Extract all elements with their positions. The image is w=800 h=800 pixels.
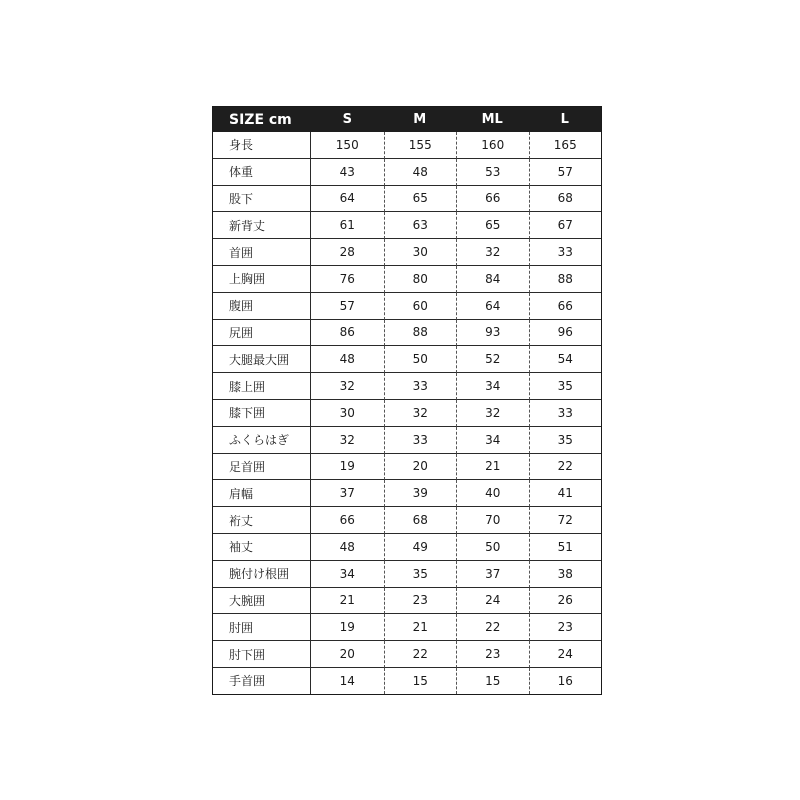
value-cell-l: 72 — [529, 507, 602, 534]
value-cell-ml: 84 — [456, 266, 529, 293]
value-cell-ml: 32 — [456, 400, 529, 427]
value-cell-ml: 22 — [456, 614, 529, 641]
row-label: 肩幅 — [213, 480, 311, 507]
value-cell-ml: 24 — [456, 588, 529, 615]
table-row — [213, 668, 601, 694]
value-cell-s: 43 — [311, 159, 384, 186]
size-chart-body — [213, 132, 601, 694]
row-label: 身長 — [213, 132, 311, 159]
header-size-ml: ML — [456, 107, 529, 132]
table-row — [213, 507, 601, 534]
value-cell-l: 41 — [529, 480, 602, 507]
value-cell-s: 37 — [311, 480, 384, 507]
row-label: 股下 — [213, 186, 311, 213]
value-cell-ml: 40 — [456, 480, 529, 507]
row-label: 袖丈 — [213, 534, 311, 561]
value-cell-s: 14 — [339, 673, 355, 688]
row-label: 膝上囲 — [213, 373, 311, 400]
header-row — [213, 107, 601, 132]
table-row — [213, 293, 601, 320]
value-cell-ml: 66 — [456, 186, 529, 213]
value-cell-l: 57 — [529, 159, 602, 186]
value-cell-m: 49 — [384, 534, 457, 561]
table-row — [213, 132, 601, 159]
value-cell-m: 65 — [384, 186, 457, 213]
value-cell-ml: 21 — [456, 454, 529, 481]
value-cell-m: 33 — [384, 427, 457, 454]
value-cell-m: 30 — [384, 239, 457, 266]
value-cell-m: 60 — [384, 293, 457, 320]
row-label: 尻囲 — [213, 320, 311, 347]
value-cell-l: 88 — [529, 266, 602, 293]
value-cell-l: 68 — [529, 186, 602, 213]
value-cell-s: 19 — [311, 614, 384, 641]
table-row — [213, 561, 601, 588]
value-cell-s: 61 — [311, 212, 384, 239]
table-row — [213, 159, 601, 186]
table-row — [213, 320, 601, 347]
value-cell-l: 16 — [529, 668, 602, 694]
value-cell-m: 15 — [384, 668, 457, 694]
value-cell-s: 28 — [311, 239, 384, 266]
value-cell-m: 63 — [384, 212, 457, 239]
value-cell-s: 57 — [311, 293, 384, 320]
row-label: 腕付け根囲 — [213, 561, 311, 588]
value-cell-m: 39 — [384, 480, 457, 507]
value-cell-l: 33 — [529, 239, 602, 266]
row-label: 首囲 — [213, 239, 311, 266]
row-label: 裄丈 — [213, 507, 311, 534]
value-cell-s: 48 — [311, 346, 384, 373]
value-cell-ml: 64 — [456, 293, 529, 320]
value-cell-s: 66 — [311, 507, 384, 534]
row-label: 膝下囲 — [213, 400, 311, 427]
value-cell-s: 21 — [311, 588, 384, 615]
value-cell-l: 35 — [529, 373, 602, 400]
value-cell-l: 54 — [529, 346, 602, 373]
row-label: 肘下囲 — [213, 641, 311, 668]
value-cell-l: 26 — [529, 588, 602, 615]
table-row — [213, 427, 601, 454]
value-cell-m: 20 — [384, 454, 457, 481]
value-cell-ml: 53 — [456, 159, 529, 186]
table-row — [213, 614, 601, 641]
value-cell-l: 35 — [529, 427, 602, 454]
row-label: 大腿最大囲 — [213, 346, 311, 373]
table-row — [213, 346, 601, 373]
value-cell-m: 33 — [384, 373, 457, 400]
value-cell-l: 66 — [529, 293, 602, 320]
value-cell-ml: 160 — [456, 132, 529, 159]
table-row — [213, 400, 601, 427]
value-cell-s: 64 — [311, 186, 384, 213]
value-cell-s: 34 — [311, 561, 384, 588]
value-cell-m: 80 — [384, 266, 457, 293]
value-cell-ml: 52 — [456, 346, 529, 373]
value-cell-s: 30 — [311, 400, 384, 427]
table-row — [213, 588, 601, 615]
value-cell-l: 67 — [529, 212, 602, 239]
value-cell-m: 88 — [384, 320, 457, 347]
value-cell-ml: 15 — [456, 668, 529, 694]
row-label: 肘囲 — [213, 614, 311, 641]
table-row — [213, 186, 601, 213]
value-cell-m: 155 — [384, 132, 457, 159]
row-label: 足首囲 — [213, 454, 311, 481]
value-cell-m: 50 — [384, 346, 457, 373]
table-row — [213, 480, 601, 507]
value-cell-ml: 93 — [456, 320, 529, 347]
value-cell-s: 86 — [311, 320, 384, 347]
value-cell-s: 76 — [311, 266, 384, 293]
value-cell-m: 35 — [384, 561, 457, 588]
value-cell-l: 24 — [529, 641, 602, 668]
table-row — [213, 641, 601, 668]
value-cell-s: 19 — [311, 454, 384, 481]
row-label: 新背丈 — [213, 212, 311, 239]
value-cell-m: 68 — [384, 507, 457, 534]
row-label: 大腕囲 — [213, 588, 311, 615]
value-cell-ml: 50 — [456, 534, 529, 561]
value-cell-l: 96 — [529, 320, 602, 347]
value-cell-ml: 70 — [456, 507, 529, 534]
table-row — [213, 454, 601, 481]
value-cell-ml: 34 — [456, 427, 529, 454]
header-label: SIZE cm — [213, 107, 311, 132]
value-cell-m: 48 — [384, 159, 457, 186]
row-label: 体重 — [213, 159, 311, 186]
value-cell-s: 20 — [311, 641, 384, 668]
size-chart-header — [213, 107, 601, 132]
header-size-m: M — [384, 107, 457, 132]
value-cell-m: 32 — [384, 400, 457, 427]
value-cell-ml: 23 — [456, 641, 529, 668]
size-chart-table — [212, 106, 602, 695]
header-size-l: L — [529, 107, 602, 132]
value-cell-s: 32 — [311, 373, 384, 400]
value-cell-l: 23 — [529, 614, 602, 641]
row-label: ふくらはぎ — [213, 427, 311, 454]
value-cell-ml: 65 — [456, 212, 529, 239]
table-row — [213, 266, 601, 293]
table-row — [213, 534, 601, 561]
value-cell-l: 22 — [529, 454, 602, 481]
value-cell-l: 165 — [529, 132, 602, 159]
row-label: 腹囲 — [213, 293, 311, 320]
value-cell-m: 21 — [384, 614, 457, 641]
value-cell-l: 33 — [529, 400, 602, 427]
table-row — [213, 373, 601, 400]
value-cell-m: 23 — [384, 588, 457, 615]
value-cell-l: 51 — [529, 534, 602, 561]
row-label: 手首囲 — [213, 668, 311, 694]
value-cell-s: 150 — [311, 132, 384, 159]
header-size-s: S — [311, 107, 384, 132]
value-cell-l: 38 — [529, 561, 602, 588]
value-cell-s: 32 — [311, 427, 384, 454]
value-cell-s: 48 — [311, 534, 384, 561]
value-cell-ml: 32 — [456, 239, 529, 266]
row-label: 上胸囲 — [213, 266, 311, 293]
table-row — [213, 212, 601, 239]
value-cell-m: 22 — [384, 641, 457, 668]
value-cell-ml: 34 — [456, 373, 529, 400]
value-cell-ml: 37 — [456, 561, 529, 588]
table-row — [213, 239, 601, 266]
